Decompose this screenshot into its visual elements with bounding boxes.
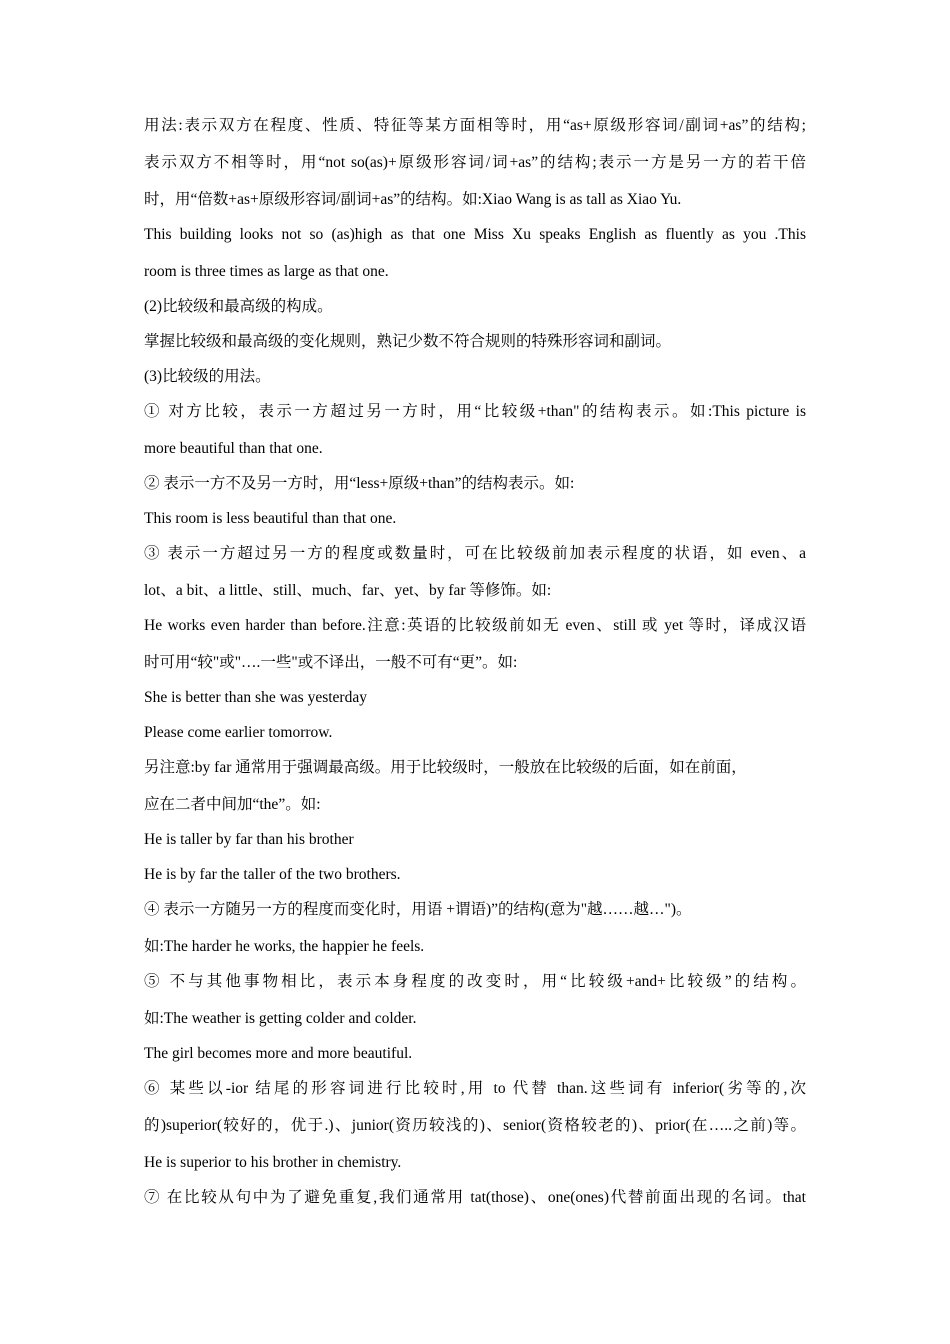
section-heading: (2)比较级和最高级的构成。 xyxy=(144,298,333,315)
text-line: She is better than she was yesterday xyxy=(144,689,367,706)
text-line: 用法:表示双方在程度、性质、特征等某方面相等时，用“as+原级形容词/副词+as”的结构; xyxy=(144,117,806,134)
text-line: Please come earlier tomorrow. xyxy=(144,724,333,741)
text-line: 表示双方不相等时，用“not so(as)+原级形容词/词+as”的结构;表示一方是另一方的若干倍 xyxy=(144,154,806,171)
text-line: The girl becomes more and more beautiful. xyxy=(144,1045,413,1062)
text-line: ④ 表示一方随另一方的程度而变化时，用语 +谓语)”的结构(意为"越……越…")。 xyxy=(144,901,692,918)
section-heading: (3)比较级的用法。 xyxy=(144,368,271,385)
text-line: ⑥ 某些以-ior 结尾的形容词进行比较时,用 to 代替 than.这些词有 inferior(劣等的,次 xyxy=(144,1080,806,1097)
text-line: lot、a bit、a little、still、much、far、yet、by far 等修饰。如: xyxy=(144,582,552,599)
text-line: This room is less beautiful than that one. xyxy=(144,510,397,527)
text-line: 应在二者中间加“the”。如: xyxy=(144,796,321,813)
text-line: room is three times as large as that one. xyxy=(144,263,389,280)
text-line: 另注意:by far 通常用于强调最高级。用于比较级时，一般放在比较级的后面，如在前面， xyxy=(144,759,747,776)
text-line: ② 表示一方不及另一方时，用“less+原级+than”的结构表示。如: xyxy=(144,475,575,492)
text-line: ⑤ 不与其他事物相比，表示本身程度的改变时，用“比较级+and+比较级”的结构。 xyxy=(144,973,806,990)
text-line: ① 对方比较，表示一方超过另一方时，用“比较级+than"的结构表示。如:This picture is xyxy=(144,403,806,420)
text-line: ③ 表示一方超过另一方的程度或数量时，可在比较级前加表示程度的状语，如 even、a xyxy=(144,545,806,562)
text-line: He works even harder than before.注意:英语的比较级前如无 even、still 或 yet 等时，译成汉语 xyxy=(144,617,806,634)
text-line: He is by far the taller of the two brothers. xyxy=(144,866,401,883)
text-line: This building looks not so (as)high as that one Miss Xu speaks English as fluently as you .This xyxy=(144,226,806,243)
text-line: 如:The weather is getting colder and colder. xyxy=(144,1010,417,1027)
text-line: 时可用“较"或"….一些"或不译出，一般不可有“更”。如: xyxy=(144,654,518,671)
text-line: He is superior to his brother in chemistry. xyxy=(144,1154,402,1171)
text-line: 时，用“倍数+as+原级形容词/副词+as”的结构。如:Xiao Wang is as tall as Xiao Yu. xyxy=(144,191,682,208)
text-line: more beautiful than that one. xyxy=(144,440,323,457)
text-line: He is taller by far than his brother xyxy=(144,831,354,848)
text-line: 如:The harder he works, the happier he feels. xyxy=(144,938,425,955)
text-line: 的)superior(较好的，优于.)、junior(资历较浅的)、senior(资格较老的)、prior(在…..之前)等。 xyxy=(144,1117,806,1134)
document-body xyxy=(144,116,806,1208)
text-line: ⑦ 在比较从句中为了避免重复,我们通常用 tat(those)、one(ones)代替前面出现的名词。that xyxy=(144,1189,806,1206)
text-line: 掌握比较级和最高级的变化规则，熟记少数不符合规则的特殊形容词和副词。 xyxy=(144,333,672,350)
